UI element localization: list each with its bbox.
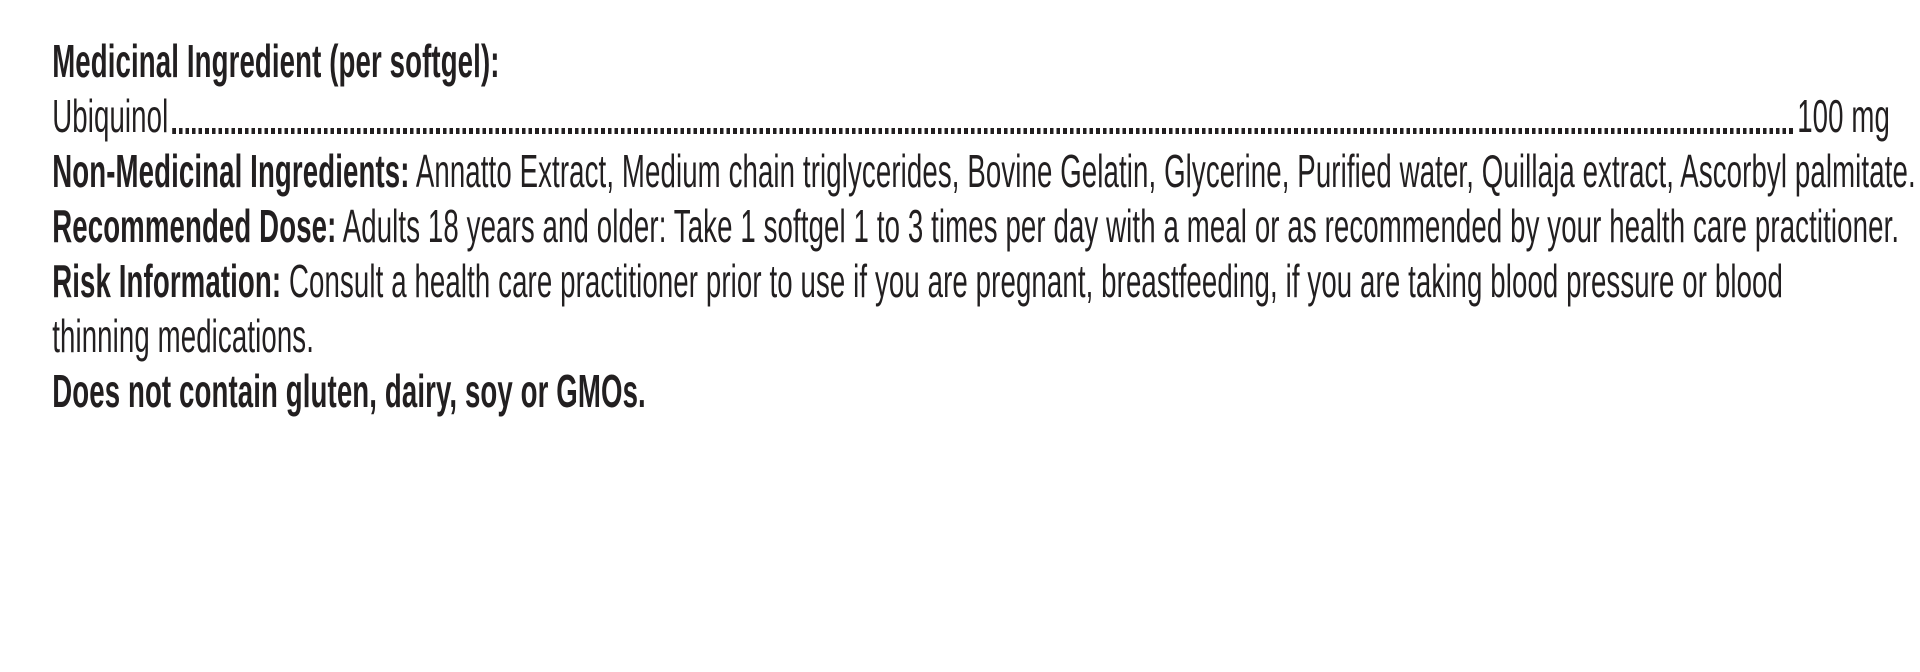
medicinal-ingredient-heading-text: Medicinal Ingredient (per softgel): — [52, 35, 500, 87]
non-medicinal-text: Annatto Extract, Medium chain triglycerides, Bovine Gelatin, Glycerine, Purified water, Quillaja extract, Ascorbyl palmitate. — [415, 145, 1916, 197]
non-medicinal-heading: Non-Medicinal Ingredients: — [52, 145, 410, 197]
risk-information-section — [52, 254, 1890, 364]
allergen-claims-section — [52, 364, 1890, 419]
dot-leader — [172, 128, 1795, 134]
risk-information-heading: Risk Information: — [52, 255, 282, 307]
risk-information-line2: thinning medications. — [52, 310, 315, 362]
non-medicinal-section — [52, 144, 1916, 199]
ingredient-amount: 100 mg — [1797, 90, 1891, 142]
risk-information-line1: Consult a health care practitioner prior to use if you are pregnant, breastfeeding, if you are taking blood pressure or blood — [288, 255, 1784, 307]
recommended-dose-section — [52, 199, 1900, 254]
medicinal-ingredient-heading — [52, 34, 1890, 89]
recommended-dose-heading: Recommended Dose: — [52, 200, 337, 252]
ingredient-dose-row — [52, 89, 1890, 144]
recommended-dose-text: Adults 18 years and older: Take 1 softgel 1 to 3 times per day with a meal or as recommended by your health care practitioner. — [342, 200, 1900, 252]
ingredient-name: Ubiquinol — [52, 90, 169, 142]
allergen-claims-text: Does not contain gluten, dairy, soy or GMOs. — [52, 365, 646, 417]
